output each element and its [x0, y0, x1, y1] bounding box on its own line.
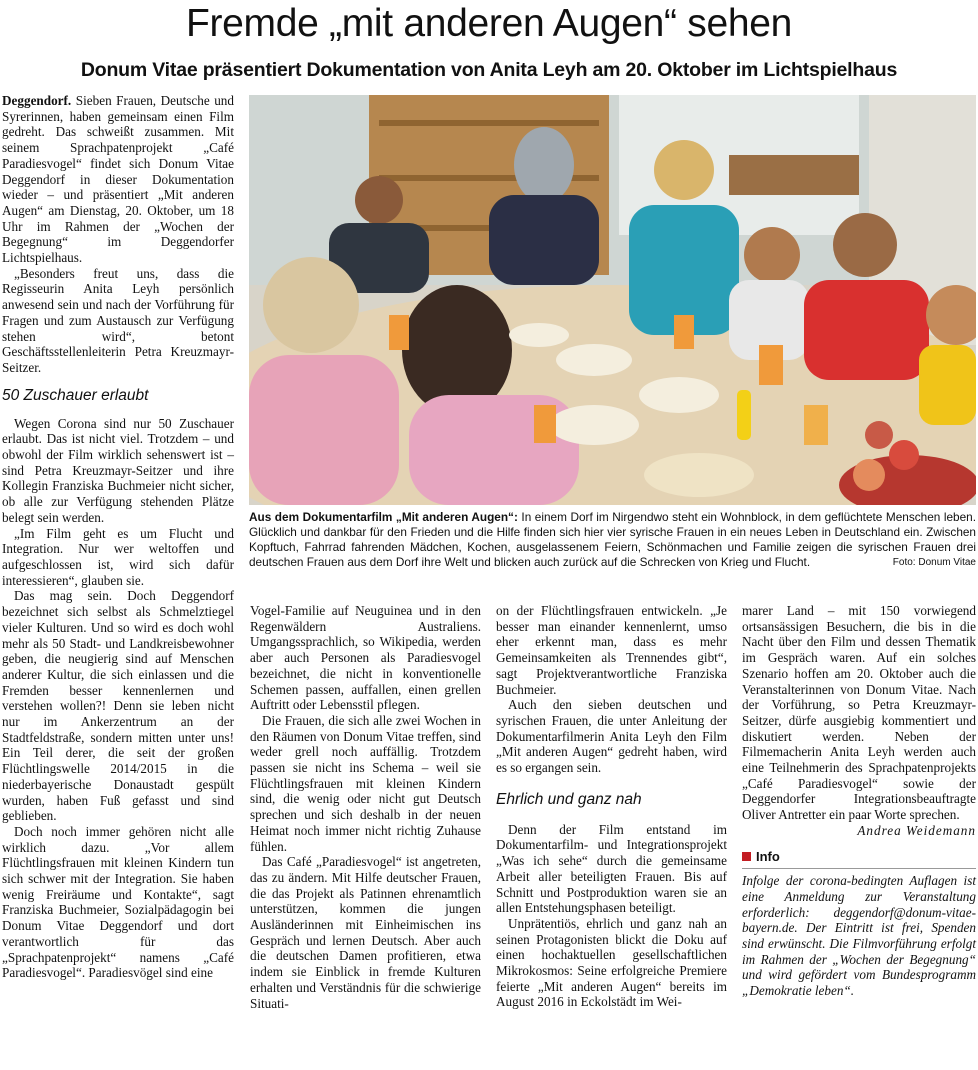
paragraph: Unprätentiös, ehrlich und ganz nah an seinen Protagonisten blickt die Doku auf einen hochaktuellen gesellschaftlichen Mikrokosmos: Seine erfolgreiche Premiere feierte „Mit anderen Augen“ bereits im August 2016 in Eckolstädt im Wei-	[496, 915, 727, 1010]
dinner-photo	[249, 95, 976, 505]
photo-credit: Foto: Donum Vitae	[892, 557, 976, 568]
author-signature: Andrea Weidemann	[857, 822, 976, 838]
caption-text: In einem Dorf im Nirgendwo steht ein Wohnblock, in dem geflüchtete Menschen leben. Glücklich und dankbar für den Frieden und die Hilfe finden sich hier vier syrische Frauen in ein neues Leben in Deutschland ein. Zwischen Kopftuch, Fahrrad fahrenden Mädchen, Kochen, ausgelassenem Feiern, Schönmachen und Familie zeigen die syrischen Frauen drei deutschen Frauen aus dem Dorf ihre Welt und blicken auch zurück auf die Schrecken von Krieg und Flucht.	[249, 510, 976, 569]
photo-illustration	[249, 95, 976, 505]
info-label: Info	[756, 848, 780, 864]
paragraph: Das mag sein. Doch Deggendorf bezeichnet sich selbst als Schmelztiegel vieler Kulturen. Und so wird es doch wohl mehr als 50 Stadt- und Landkreisbewohner geben, die neugierig sind auf Menschen anderer Kultur, die sich einlassen und die Fremden besser kennenlernen und verstehen wollen?! Denn sie leben nicht nur im Ankerzentrum an der Stadtfeldstraße, sondern mitten unter uns! Ein Teil derer, die seit der großen Flüchtlingswelle 2014/2015 in die niederbayerische Donaustadt gespült wurden, haben Fuß gefasst und sind geblieben.	[2, 588, 234, 824]
dateline: Deggendorf.	[2, 93, 72, 108]
info-box-header	[742, 849, 976, 865]
paragraph: Vogel-Familie auf Neuguinea und in den Regenwäldern Australiens. Umgangssprachlich, so Wikipedia, werden aber auch Personen als Paradiesvogel bezeichnet, die nicht in konventionelle Schemen passen, auffallen, einen grellen Auftritt oder Lebensstil pflegen.	[250, 603, 481, 713]
paragraph: Doch noch immer gehören nicht alle wirklich dazu. „Vor allem Flüchtlingsfrauen mit kleinen Kindern tun sich schwer mit der Integration. Sie haben wenig Freiräume und Kontakte“, sagt Franziska Buchmeier, Sozialpädagogin bei Donum Vitae Deggendorf und dort verantwortlich für das „Sprachpatenprojekt“ namens „Café Paradiesvogel“. Paradiesvögel sind eine	[2, 823, 234, 981]
info-box-text: Infolge der corona-bedingten Auflagen ist eine Anmeldung zur Veranstaltung erforderlich: deggendorf@donum-vitae-bayern.de. Der Eintritt ist frei, Spenden sind erwünscht. Die Filmvorführung erfolgt im Rahmen der „Wochen der Begegnung“ und wird gefördert vom Bundesprogramm „Demokratie leben“.	[742, 868, 976, 999]
paragraph	[2, 93, 234, 266]
paragraph: marer Land – mit 150 vorwiegend ortsansässigen Besuchern, die bis in die Nacht über den Film und dessen Thematik im Gespräch waren. Auf ein solches Szenario hoffen am 20. Oktober auch die Veranstalterinnen von Donum Vitae. Nach der Vorführung, so Petra Kreuzmayr-Seitzer, dürfe ausgiebig kommentiert und diskutiert werden. Neben der Filmemacherin Anita Leyh werden auch eine Teilnehmerin des Sprachpatenprojekts „Café Paradiesvogel“ sowie der Deggendorfer Integrationsbeauftragte Oliver Antretter ein paar Worte sprechen.	[742, 603, 976, 823]
paragraph: „Besonders freut uns, dass die Regisseurin Anita Leyh persönlich anwesend sein und nach der Vorführung für Fragen und zum Austausch zur Verfügung stehen wird“, betont Geschäftsstellenleiterin Petra Kreuzmayr-Seitzer.	[2, 265, 234, 375]
paragraph-text: Sieben Frauen, Deutsche und Syrerinnen, haben gemeinsam einen Film gedreht. Das schweißt zusammen. Mit seinem Sprachpatenprojekt „Café Paradiesvogel“ findet sich Donum Vitae Deggendorf in dieser Dokumentation wieder – und präsentiert „Mit anderen Augen“ am Dienstag, 20. Oktober, um 18 Uhr im Rahmen der „Wochen der Begegnung“ im Deggendorfer Lichtspielhaus.	[2, 93, 234, 266]
headline: Fremde „mit anderen Augen“ sehen	[185, 2, 793, 45]
column-1	[2, 93, 234, 981]
column-4	[742, 603, 976, 999]
section-heading: 50 Zuschauer erlaubt	[2, 386, 149, 404]
paragraph: on der Flüchtlingsfrauen entwickeln. „Je besser man einander kennenlernt, umso eher erkennt man, dass es mehr Gemeinsamkeiten als Trennendes gibt“, sagt Projektverantwortliche Franziska Buchmeier.	[496, 603, 727, 697]
paragraph: „Im Film geht es um Flucht und Integration. Nur wer weltoffen und aufgeschlossen ist, wird sich dafür interessieren“, glauben sie.	[2, 525, 234, 588]
photo-caption	[249, 510, 976, 569]
paragraph: Das Café „Paradiesvogel“ ist angetreten, das zu ändern. Mit Hilfe deutscher Frauen, die das Projekt als Patinnen ehrenamtlich unterstützen, kommen die jungen Ausländerinnen mit Einheimischen ins Gespräch und lernen Deutsch. Aber auch die deutschen Damen profitieren, etwa indem sie Einblick in fremde Kulturen erhalten und Verständnis für die schwierige Situati-	[250, 854, 481, 1011]
column-3	[496, 603, 727, 1010]
paragraph: Wegen Corona sind nur 50 Zuschauer erlaubt. Das ist nicht viel. Trotzdem – und obwohl der Film wirklich sehenswert ist – sind Petra Kreuzmayr-Seitzer und ihre Kollegin Franziska Buchmeier nicht sicher, ob alle zur Verfügung stehenden Plätze belegt sein werden.	[2, 415, 234, 525]
red-square-icon	[742, 852, 751, 861]
column-2	[250, 603, 481, 1011]
paragraph: Auch den sieben deutschen und syrischen Frauen, die unter Anleitung der Dokumentarfilmerin Anita Leyh den Film „Mit anderen Augen“ gedreht haben, wird es so ergangen sein.	[496, 697, 727, 776]
section-heading: Ehrlich und ganz nah	[496, 790, 642, 808]
subheadline: Donum Vitae präsentiert Dokumentation von Anita Leyh am 20. Oktober im Lichtspielhaus	[80, 59, 898, 81]
caption-lead: Aus dem Dokumentarfilm „Mit anderen Augen“:	[249, 510, 518, 524]
paragraph: Denn der Film entstand im Dokumentarfilm- und Integrationsprojekt „Was ich sehe“ durch die gemeinsame Arbeit aller beteiligten Frauen. Bis auf Schnitt und Postproduktion waren sie an allen Entstehungsphasen beteiligt.	[496, 821, 727, 916]
paragraph: Die Frauen, die sich alle zwei Wochen in den Räumen von Donum Vitae treffen, sind weder grell noch auffällig. Trotzdem passen sie nicht ins Schema – weil sie Flüchtlingsfrauen mit kleinen Kindern sind, die wenig oder nicht gut Deutsch sprechen und sich deshalb in der neuen Heimat noch immer nicht richtig Zuhause fühlen.	[250, 712, 481, 854]
